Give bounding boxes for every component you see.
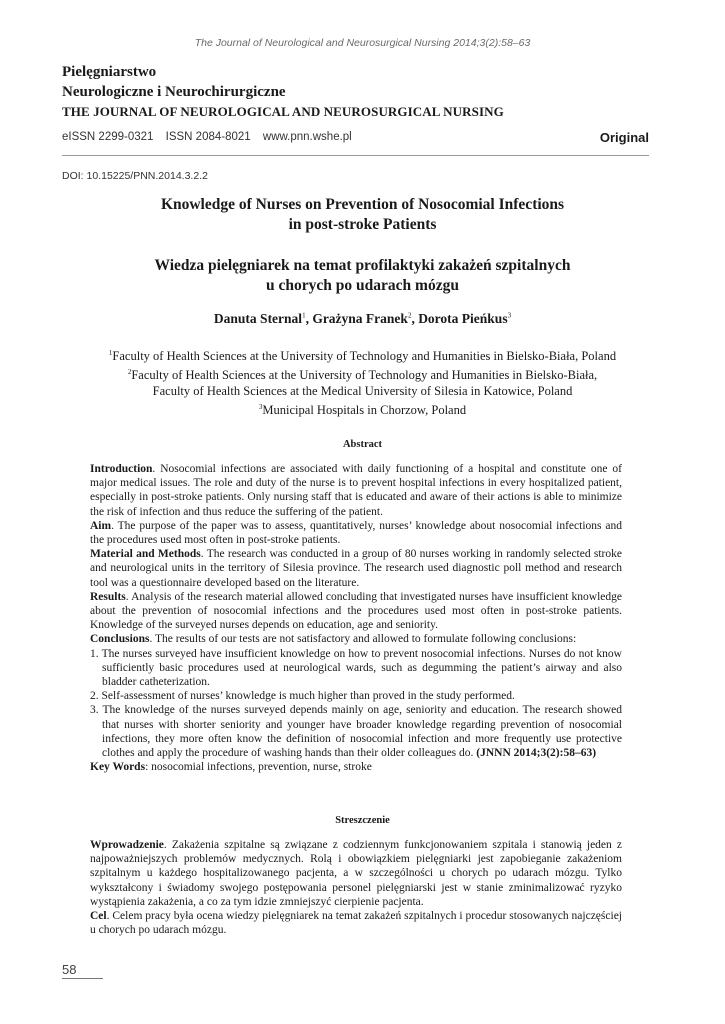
conclusion-item bbox=[90, 703, 622, 760]
streszczenie-introduction bbox=[90, 838, 622, 909]
title-english bbox=[0, 195, 725, 235]
author-affiliation-sup: 3 bbox=[507, 311, 512, 320]
journal-website: www.pnn.wshe.pl bbox=[262, 131, 352, 143]
abstract-text: . The purpose of the paper was to assess, quantitatively, nurses’ knowledge about nosocomial infections and the procedures used most often in post-stroke patients. bbox=[90, 519, 622, 547]
footer-divider bbox=[62, 978, 103, 979]
author-affiliation-sup: 2 bbox=[407, 311, 412, 320]
abstract-text: . The results of our tests are not satisfactory and allowed to formulate following conclusions: bbox=[149, 633, 577, 646]
author-name: Dorota Pieńkus bbox=[418, 311, 508, 326]
abstract-label: Results bbox=[90, 590, 126, 603]
streszczenie-aim bbox=[90, 909, 622, 937]
title-polish-line2: u chorych po udarach mózgu bbox=[266, 277, 459, 294]
abstract-aim bbox=[90, 519, 622, 547]
author-list bbox=[0, 311, 725, 327]
title-polish bbox=[0, 256, 725, 296]
author-separator: , bbox=[411, 311, 419, 326]
author-name: Grażyna Franek bbox=[312, 311, 408, 326]
abstract-text: . Celem pracy była ocena wiedzy pielęgniarek na temat zakażeń szpitalnych i procedur stosowanych najczęściej u chorych po udarach mózgu. bbox=[90, 910, 622, 937]
streszczenie-body bbox=[90, 838, 622, 937]
abstract-methods bbox=[90, 547, 622, 590]
conclusion-item: 1. The nurses surveyed have insufficient knowledge on how to prevent nosocomial infections. Nurses do not know sufficiently basic procedures used at neurological wards, such as degumming the patient’s airway and also bladder catheterization. bbox=[90, 647, 622, 689]
author-separator: , bbox=[305, 311, 313, 326]
affiliation-2 bbox=[0, 364, 725, 383]
running-head: The Journal of Neurological and Neurosurgical Nursing 2014;3(2):58–63 bbox=[194, 37, 531, 49]
author-affiliation-sup: 1 bbox=[302, 311, 306, 320]
page-number: 58 bbox=[62, 962, 77, 977]
conclusion-item-text: 3. The knowledge of the nurses surveyed depends mainly on age, seniority and education. The research showed that nurses with shorter seniority and younger have broader knowledge regarding prevention of nosocomial infections, they more often know the definition of nosocomial infection and more frequently use protective clothes and apply the procedure of washing hands than their older colleagues do. bbox=[90, 704, 622, 760]
journal-name-polish-line1: Pielęgniarstwo bbox=[62, 64, 157, 80]
affiliation-3 bbox=[0, 399, 725, 418]
issn-line bbox=[62, 131, 361, 143]
affiliation-2b: Faculty of Health Sciences at the Medical University of Silesia in Katowice, Poland bbox=[152, 384, 573, 399]
author-name: Danuta Sternal bbox=[213, 311, 303, 326]
eissn: eISSN 2299-0321 bbox=[62, 131, 154, 143]
abstract-heading: Abstract bbox=[342, 439, 383, 450]
doi: DOI: 10.15225/PNN.2014.3.2.2 bbox=[62, 170, 208, 182]
abstract-label: Conclusions bbox=[90, 633, 150, 646]
journal-name-english: THE JOURNAL OF NEUROLOGICAL AND NEUROSURGICAL NURSING bbox=[62, 104, 504, 119]
abstract-label: Cel bbox=[90, 910, 107, 923]
affiliations bbox=[0, 345, 725, 418]
title-polish-line1: Wiedza pielęgniarek na temat profilaktyki zakażeń szpitalnych bbox=[154, 257, 571, 274]
affiliation-1 bbox=[0, 345, 725, 364]
affiliation-text: Municipal Hospitals in Chorzow, Poland bbox=[262, 403, 467, 418]
affiliation-sup: 3 bbox=[258, 403, 263, 412]
conclusion-list bbox=[90, 647, 622, 761]
abstract-text: . The research was conducted in a group of 80 nurses working in randomly selected stroke and neurological units in the territory of Silesia province. The research used diagnostic poll method and research tool was a questionnaire developed based on the literature. bbox=[90, 548, 622, 589]
abstract-keywords bbox=[90, 760, 622, 774]
abstract-label: Introduction bbox=[90, 463, 153, 475]
abstract-body bbox=[90, 462, 622, 774]
affiliation-text: Faculty of Health Sciences at the University of Technology and Humanities in Bielsko-Biała, bbox=[131, 368, 598, 383]
journal-name-polish bbox=[62, 62, 286, 102]
issn: ISSN 2084-8021 bbox=[165, 131, 251, 143]
abstract-label: Key Words bbox=[90, 761, 146, 774]
conclusion-item: 2. Self-assessment of nurses’ knowledge is much higher than proved in the study performed. bbox=[90, 690, 515, 703]
journal-name-polish-line2: Neurologiczne i Neurochirurgiczne bbox=[62, 84, 286, 100]
abstract-introduction bbox=[90, 462, 622, 519]
abstract-text: : nosocomial infections, prevention, nurse, stroke bbox=[145, 761, 372, 774]
abstract-label: Aim bbox=[90, 519, 112, 532]
affiliation-sup: 1 bbox=[108, 349, 113, 357]
abstract-label: Wprowadzenie bbox=[90, 839, 164, 851]
journal-citation: (JNNN 2014;3(2):58–63) bbox=[476, 747, 597, 760]
header-divider bbox=[62, 155, 649, 156]
title-english-line1: Knowledge of Nurses on Prevention of Nosocomial Infections bbox=[160, 196, 565, 213]
streszczenie-heading: Streszczenie bbox=[335, 815, 390, 826]
abstract-text: . Nosocomial infections are associated with daily functioning of a hospital and constitute one of major medical issues. The role and duty of the nurse is to prevent hospital infections in every hospitalized patient, especially in post-stroke patients. Only nursing staff that is educated and aware of their actions is able to minimize the risk of infection and thus reduce the suffering of the patient. bbox=[90, 463, 622, 518]
abstract-conclusions bbox=[90, 632, 622, 646]
article-type: Original bbox=[599, 130, 649, 145]
affiliation-text: Faculty of Health Sciences at the University of Technology and Humanities in Bielsko-Biała, Poland bbox=[112, 349, 617, 364]
affiliation-sup: 2 bbox=[127, 368, 132, 377]
title-english-line2: in post-stroke Patients bbox=[288, 216, 437, 233]
abstract-text: . Zakażenia szpitalne są związane z codziennym funkcjonowaniem szpitala i stanowią jeden z najpoważniejszych problemów medycznych. Rolą i obowiązkiem pielęgniarki jest zapobieganie zakażeniom szpitalnym u każdego hospitalizowanego pacjenta, a w szczególności u chorych po udarach mózgu. Tylko wykształcony i świadomy swojego postępowania personel pielęgniarski jest w stanie zminimalizować ryzyko wystąpienia zakażenia, a co za tym idzie zmniejszyć cierpienie pacjenta. bbox=[90, 839, 622, 908]
abstract-text: . Analysis of the research material allowed concluding that investigated nurses have insufficient knowledge about the prevention of nosocomial infections and the procedures used most often in post-stroke patients. Knowledge of the surveyed nurses depends on education, age and seniority. bbox=[90, 590, 622, 632]
abstract-label: Material and Methods bbox=[90, 548, 201, 561]
abstract-results bbox=[90, 590, 622, 633]
